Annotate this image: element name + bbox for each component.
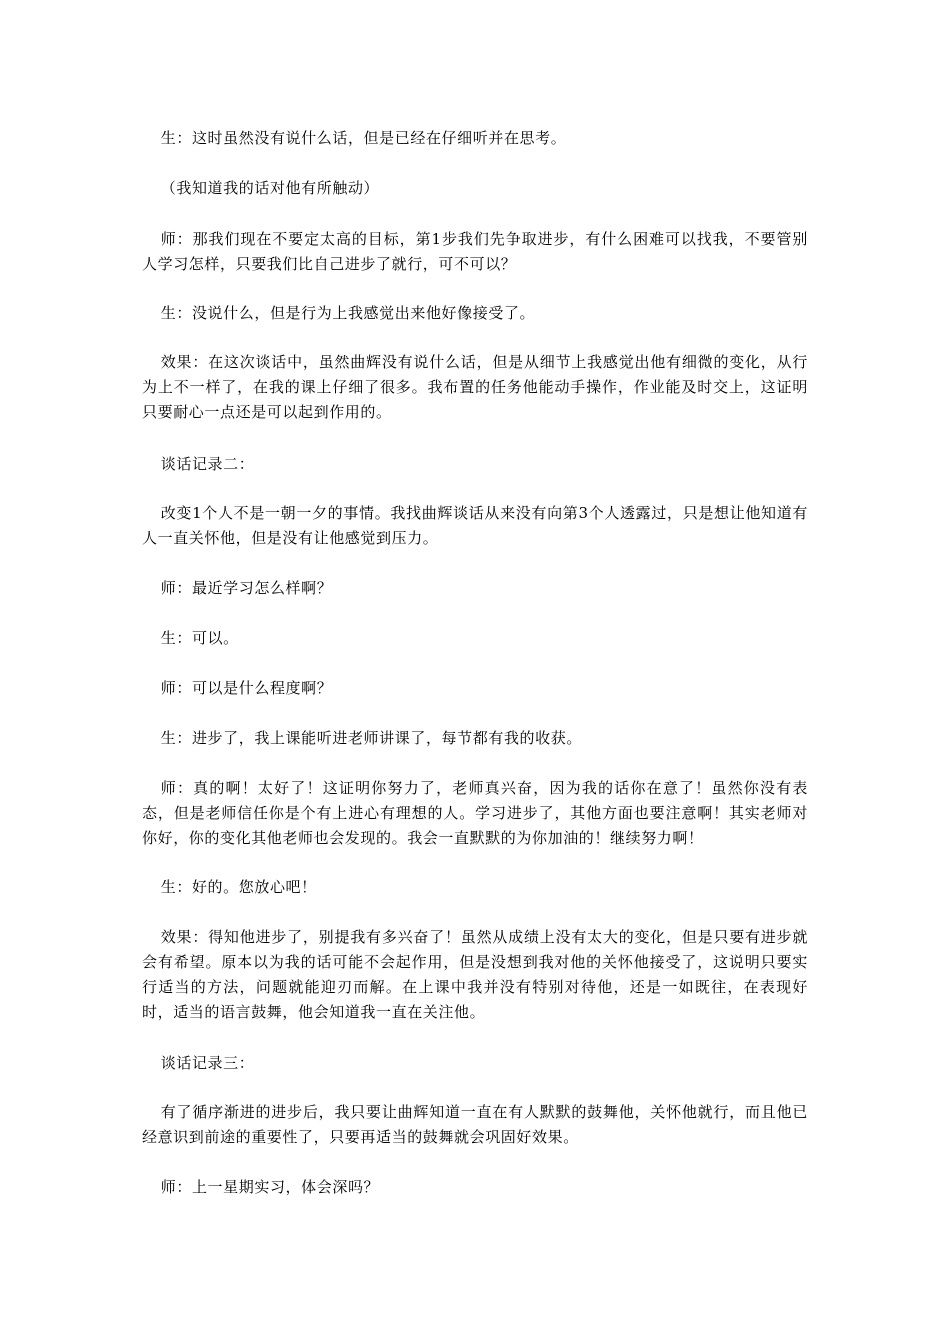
- paragraph-teacher-praise: 师：真的啊！太好了！这证明你努力了，老师真兴奋，因为我的话你在意了！虽然你没有表态，但是老师信任你是个有上进心有理想的人。学习进步了，其他方面也要注意啊！其实老师对你好，你的变化其他老师也会发现的。我会一直默默的为你加油的！继续努力啊！: [142, 779, 808, 847]
- paragraph-student-accepted: 生：没说什么，但是行为上我感觉出来他好像接受了。: [160, 304, 536, 322]
- paragraph-student-progress: 生：进步了，我上课能听进老师讲课了，每节都有我的收获。: [160, 729, 582, 747]
- paragraph-teacher-goal: 师：那我们现在不要定太高的目标，第1步我们先争取进步，有什么困难可以找我，不要管别人学习怎样，只要我们比自己进步了就行，可不可以？: [142, 230, 808, 273]
- paragraph-effect-two: 效果：得知他进步了，别提我有多兴奋了！虽然从成绩上没有太大的变化，但是只要有进步就会有希望。原本以为我的话可能不会起作用，但是没想到我对他的关怀他接受了，这说明只要实行适当的方法，问题就能迎刃而解。在上课中我并没有特别对待他，还是一如既往，在表现好时，适当的语言鼓舞，他会知道我一直在关注他。: [142, 928, 808, 1021]
- paragraph-student-reassure: 生：好的。您放心吧！: [160, 878, 317, 896]
- paragraph-gradual-progress: 有了循序渐进的进步后，我只要让曲辉知道一直在有人默默的鼓舞他，关怀他就行，而且他已经意识到前途的重要性了，只要再适当的鼓舞就会巩固好效果。: [142, 1103, 808, 1146]
- paragraph-teacher-ask-study: 师：最近学习怎么样啊？: [160, 579, 333, 597]
- heading-conversation-three: 谈话记录三：: [160, 1054, 255, 1072]
- paragraph-effect-one: 效果：在这次谈话中，虽然曲辉没有说什么话，但是从细节上我感觉出他有细微的变化，从行为上不一样了，在我的课上仔细了很多。我布置的任务他能动手操作，作业能及时交上，这证明只要耐心一点还是可以起到作用的。: [142, 353, 808, 421]
- paragraph-teacher-ask-degree: 师：可以是什么程度啊？: [160, 679, 333, 697]
- paragraph-teacher-note: （我知道我的话对他有所触动）: [160, 179, 380, 197]
- paragraph-teacher-internship: 师：上一星期实习，体会深吗？: [160, 1178, 380, 1196]
- paragraph-student-ok: 生：可以。: [160, 629, 239, 647]
- paragraph-change-person: 改变1个人不是一朝一夕的事情。我找曲辉谈话从来没有向第3个人透露过，只是想让他知道有人一直关怀他，但是没有让他感觉到压力。: [142, 504, 808, 547]
- paragraph-student-listening: 生：这时虽然没有说什么话，但是已经在仔细听并在思考。: [160, 129, 567, 147]
- heading-conversation-two: 谈话记录二：: [160, 455, 255, 473]
